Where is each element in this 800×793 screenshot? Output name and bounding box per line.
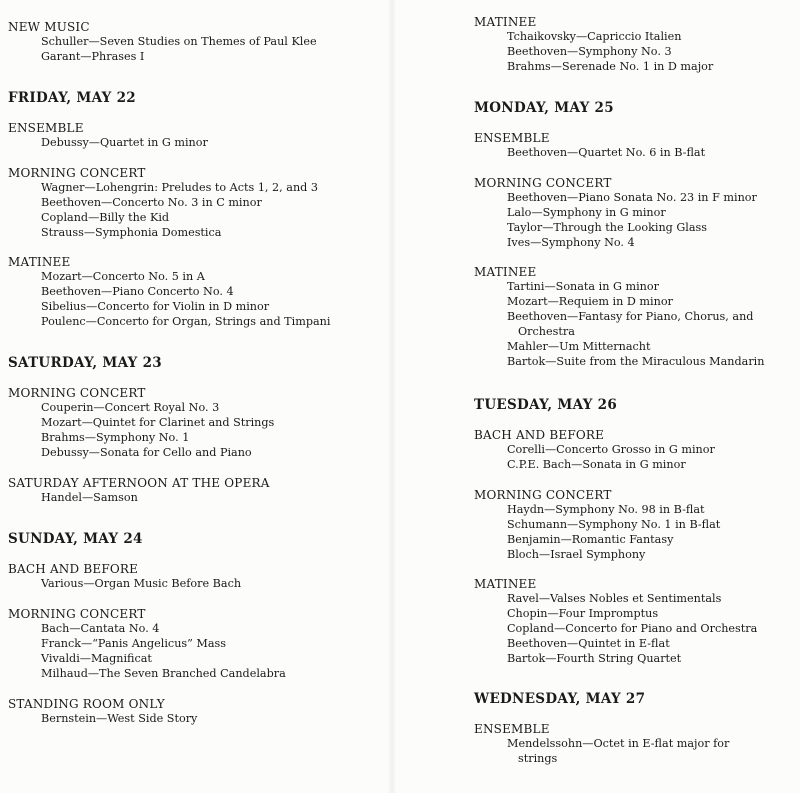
page-fold [388,0,396,793]
day-heading-tuesday: TUESDAY, MAY 26 [474,397,618,413]
program-item: Tchaikovsky—Capriccio Italien [507,30,682,43]
program-item: Beethoven—Quintet in E-flat [507,637,670,650]
section-heading: MORNING CONCERT [8,607,146,621]
program-item: Beethoven—Fantasy for Piano, Chorus, and Orchestra [507,310,754,338]
friday-morning-section [8,166,386,240]
program-item: Brahms—Symphony No. 1 [41,431,190,444]
program-item: Mozart—Concerto No. 5 in A [41,270,205,283]
program-item: Handel—Samson [41,491,138,504]
section-heading: MATINEE [474,265,537,279]
program-item: Schumann—Symphony No. 1 in B-flat [507,518,721,531]
program-item: Tartini—Sonata in G minor [507,280,659,293]
program-item: Beethoven—Quartet No. 6 in B-flat [507,146,706,159]
day-heading-saturday: SATURDAY, MAY 23 [8,355,162,371]
program-item: Debussy—Sonata for Cello and Piano [41,446,252,459]
section-heading: ENSEMBLE [8,121,84,135]
program-item: Lalo—Symphony in G minor [507,206,666,219]
section-heading: MORNING CONCERT [474,488,612,502]
day-heading-friday: FRIDAY, MAY 22 [8,90,136,106]
friday-ensemble-section [8,121,386,150]
program-item: Ives—Symphony No. 4 [507,236,635,249]
program-item: Mozart—Quintet for Clarinet and Strings [41,416,275,429]
program-item: Bartok—Suite from the Miraculous Mandarin [507,355,765,368]
program-item: Poulenc—Concerto for Organ, Strings and Timpani [41,315,331,328]
program-item: Mendelssohn—Octet in E-flat major for strings [507,737,730,765]
program-item: Haydn—Symphony No. 98 in B-flat [507,503,705,516]
section-heading: SATURDAY AFTERNOON AT THE OPERA [8,476,270,490]
tuesday-bach-section [474,428,792,472]
program-item: Ravel—Valses Nobles et Sentimentals [507,592,722,605]
friday-matinee-section [8,255,386,329]
program-item: Franck—“Panis Angelicus” Mass [41,637,227,650]
program-item: Debussy—Quartet in G minor [41,136,208,149]
program-item: Copland—Billy the Kid [41,211,170,224]
saturday-morning-section [8,386,386,460]
sunday-bach-section [8,562,386,591]
monday-ensemble-section [474,131,792,160]
program-item: Beethoven—Symphony No. 3 [507,45,672,58]
section-heading: BACH AND BEFORE [8,562,139,576]
section-heading: ENSEMBLE [474,131,550,145]
section-heading: MATINEE [8,255,71,269]
section-heading: MORNING CONCERT [8,166,146,180]
program-item: Milhaud—The Seven Branched Candelabra [41,667,286,680]
program-item: Strauss—Symphonia Domestica [41,226,222,239]
wednesday-ensemble-section [474,722,792,766]
section-heading: NEW MUSIC [8,20,90,34]
program-item: Beethoven—Concerto No. 3 in C minor [41,196,262,209]
program-item: Various—Organ Music Before Bach [41,577,242,590]
program-item: Corelli—Concerto Grosso in G minor [507,443,715,456]
section-heading: MATINEE [474,15,537,29]
section-heading: MATINEE [474,577,537,591]
day-heading-sunday: SUNDAY, MAY 24 [8,531,143,547]
new-music-section [8,20,386,64]
program-item: Schuller—Seven Studies on Themes of Paul Klee [41,35,317,48]
section-heading: STANDING ROOM ONLY [8,697,165,711]
program-item: Sibelius—Concerto for Violin in D minor [41,300,270,313]
program-item: Beethoven—Piano Concerto No. 4 [41,285,234,298]
program-item: Beethoven—Piano Sonata No. 23 in F minor [507,191,757,204]
program-item: Mozart—Requiem in D minor [507,295,673,308]
program-item: Copland—Concerto for Piano and Orchestra [507,622,758,635]
section-heading: BACH AND BEFORE [474,428,605,442]
section-heading: MORNING CONCERT [8,386,146,400]
program-item: Bartok—Fourth String Quartet [507,652,682,665]
program-item: Vivaldi—Magnificat [41,652,152,665]
tuesday-morning-section [474,488,792,562]
program-item: Brahms—Serenade No. 1 in D major [507,60,714,73]
section-heading: MORNING CONCERT [474,176,612,190]
program-item: Wagner—Lohengrin: Preludes to Acts 1, 2, and 3 [41,181,318,194]
program-item: Taylor—Through the Looking Glass [507,221,708,234]
sunday-morning-section [8,607,386,681]
program-item: Garant—Phrases I [41,50,145,63]
section-heading: ENSEMBLE [474,722,550,736]
program-item: Bloch—Israel Symphony [507,548,646,561]
tuesday-matinee-section [474,577,792,666]
saturday-opera-section [8,476,386,505]
sunday-standing-section [8,697,386,726]
monday-morning-section [474,176,792,250]
matinee-top-section [474,15,792,74]
program-item: Couperin—Concert Royal No. 3 [41,401,220,414]
program-item: Chopin—Four Impromptus [507,607,659,620]
program-item: Bach—Cantata No. 4 [41,622,160,635]
day-heading-wednesday: WEDNESDAY, MAY 27 [474,691,646,707]
program-item: C.P.E. Bach—Sonata in G minor [507,458,686,471]
program-item: Bernstein—West Side Story [41,712,198,725]
program-item: Mahler—Um Mitternacht [507,340,651,353]
monday-matinee-section [474,265,792,369]
left-column [8,0,386,725]
program-item: Benjamin—Romantic Fantasy [507,533,674,546]
day-heading-monday: MONDAY, MAY 25 [474,100,614,116]
